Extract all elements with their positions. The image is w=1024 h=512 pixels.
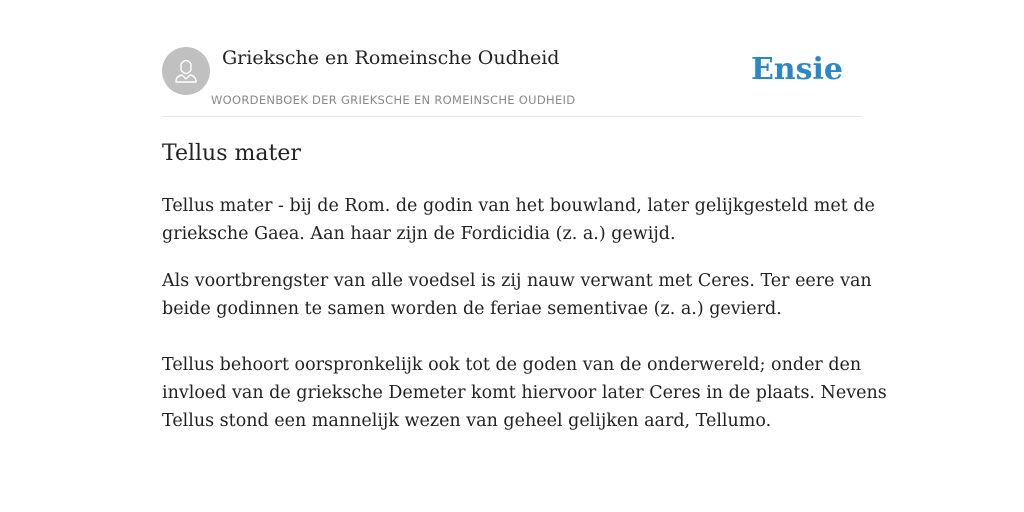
- entry-paragraph-1: [162, 192, 875, 248]
- entry-content: [162, 138, 887, 435]
- entry-paragraph-2: [162, 267, 872, 323]
- paragraph-line: beide godinnen te samen worden de feriae sementivae (z. a.) gevierd.: [162, 299, 782, 319]
- entry-title: Tellus mater: [162, 141, 301, 166]
- paragraph-line: invloed van de grieksche Demeter komt hiervoor later Ceres in de plaats. Nevens: [162, 383, 887, 403]
- paragraph-line: Als voortbrengster van alle voedsel is zij nauw verwant met Ceres. Ter eere van: [162, 271, 872, 291]
- ensie-logo-link[interactable]: Ensie: [750, 52, 843, 87]
- source-subtitle: WOORDENBOEK DER GRIEKSCHE EN ROMEINSCHE OUDHEID: [211, 93, 576, 107]
- paragraph-line: Tellus mater - bij de Rom. de godin van het bouwland, later gelijkgesteld met de: [162, 196, 875, 216]
- source-header: [162, 46, 862, 117]
- source-title-link[interactable]: Grieksche en Romeinsche Oudheid: [222, 47, 560, 69]
- entry-paragraph-3: [162, 351, 887, 435]
- source-avatar[interactable]: [162, 47, 210, 95]
- paragraph-line: Tellus stond een mannelijk wezen van geheel gelijken aard, Tellumo.: [162, 411, 772, 431]
- user-icon: [162, 47, 210, 95]
- paragraph-line: grieksche Gaea. Aan haar zijn de Fordicidia (z. a.) gewijd.: [162, 224, 676, 244]
- paragraph-line: Tellus behoort oorspronkelijk ook tot de goden van de onderwereld; onder den: [162, 355, 862, 375]
